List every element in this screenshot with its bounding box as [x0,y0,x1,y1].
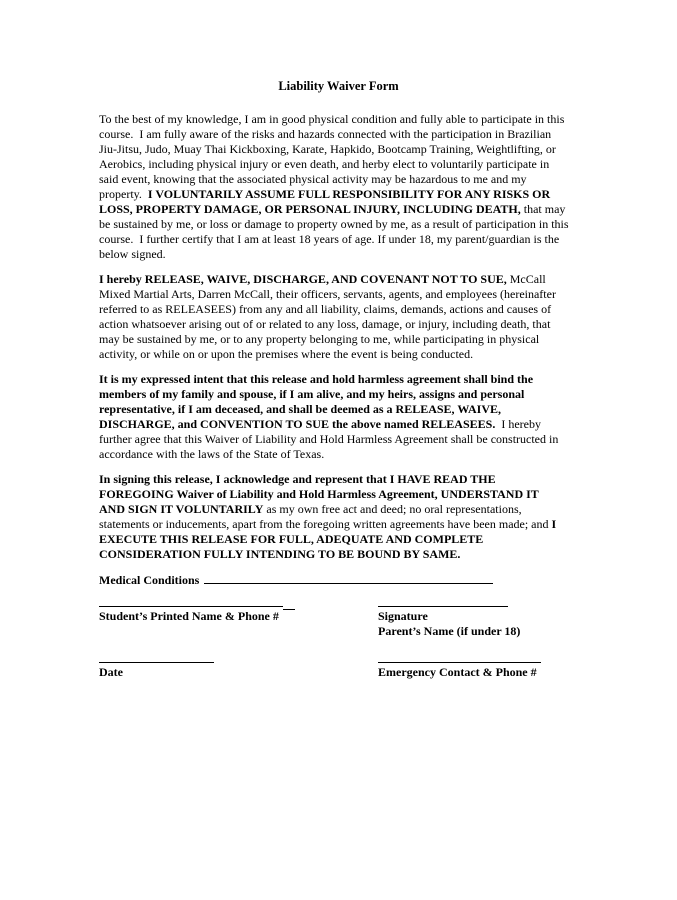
waiver-paragraphs [99,112,588,562]
bold-text-segment: CONSIDERATION FULLY INTENDING TO BE BOUND BY SAME. [99,547,461,561]
text-segment: further agree that this Waiver of Liability and Hold Harmless Agreement shall be constructed in [99,432,559,446]
text-line [99,517,588,532]
bold-text-segment: members of my family and spouse, if I am alive, and my heirs, assigns and personal [99,387,525,401]
text-line [99,472,588,487]
student-name-field [99,604,378,639]
text-segment: I hereby [495,417,541,431]
bold-text-segment: FOREGOING Waiver of Liability and Hold Harmless Agreement, UNDERSTAND IT [99,487,539,501]
text-line [99,112,588,127]
bold-text-segment: In signing this release, I acknowledge and represent that I HAVE READ THE [99,472,496,486]
signature-line-segment [378,604,508,607]
text-segment: property. [99,187,148,201]
text-line [99,247,588,262]
text-line [99,332,588,347]
emergency-contact-label: Emergency Contact & Phone # [378,665,537,679]
text-segment: as my own free act and deed; no oral representations, [263,502,522,516]
waiver-paragraph-physical-condition [99,112,588,262]
text-segment: be sustained by me, or loss or damage to property owned by me, as a result of participation in this [99,217,569,231]
text-segment: action whatsoever arising out of or related to any loss, damage, or injury, including death, that [99,317,551,331]
bold-text-segment: I VOLUNTARILY ASSUME FULL RESPONSIBILITY FOR ANY RISKS OR [147,187,551,201]
document-title: Liability Waiver Form [278,79,399,93]
signature-label: Signature [378,609,428,623]
text-line [99,432,588,447]
text-segment: below signed. [99,247,166,261]
text-line [99,402,588,417]
text-segment: McCall [506,272,546,286]
emergency-contact-line-segment [378,660,541,663]
text-segment: Jiu-Jitsu, Judo, Muay Thai Kickboxing, Karate, Hapkido, Bootcamp Training, Weightlifting, or [99,142,556,156]
text-line [99,502,588,517]
signature-blank-line[interactable] [378,604,588,606]
document-body [99,112,588,680]
signature-field [378,604,588,639]
waiver-paragraph-acknowledgement [99,472,588,562]
date-line-segment [99,660,214,663]
text-line [99,232,588,247]
bold-text-segment: DISCHARGE, and CONVENTION TO SUE the above named RELEASEES. [99,417,496,431]
text-line [99,202,588,217]
text-segment: referred to as RELEASEES) from any and all liability, claims, demands, actions and causes of [99,302,552,316]
parent-name-label: Parent’s Name (if under 18) [378,624,521,638]
text-line [99,532,588,547]
bold-text-segment: I hereby RELEASE, WAIVE, DISCHARGE, AND COVENANT NOT TO SUE, [99,272,507,286]
emergency-contact-field [378,660,588,680]
text-segment: To the best of my knowledge, I am in good physical condition and fully able to participate in this [99,112,565,126]
bold-text-segment: representative, if I am deceased, and shall be deemed as a RELEASE, WAIVE, [99,402,502,416]
medical-conditions-row [99,572,588,587]
text-segment: Aerobics, including physical injury or even death, and herby elect to voluntarily participate in [99,157,550,171]
text-line [99,217,588,232]
bold-text-segment: LOSS, PROPERTY DAMAGE, OR PERSONAL INJURY, INCLUDING DEATH, [99,202,521,216]
text-line [99,387,588,402]
emergency-contact-blank-line[interactable] [378,660,588,662]
text-segment: said event, knowing that the associated physical activity may be hazardous to me and my [99,172,527,186]
text-segment: course. I further certify that I am at least 18 years of age. If under 18, my parent/guardian is the [99,232,560,246]
signature-row-2 [99,660,588,680]
text-line [99,417,588,432]
text-segment: accordance with the laws of the State of Texas. [99,447,325,461]
text-line [99,317,588,332]
text-line [99,372,588,387]
text-segment: Mixed Martial Arts, Darren McCall, their officers, servants, agents, and employees (hereinafter [99,287,556,301]
waiver-paragraph-release-covenant [99,272,588,362]
date-label: Date [99,665,123,679]
text-line [99,347,588,362]
text-line [99,287,588,302]
bold-text-segment: It is my expressed intent that this release and hold harmless agreement shall bind the [99,372,534,386]
text-line [99,127,588,142]
text-line [99,447,588,462]
text-line [99,302,588,317]
medical-conditions-blank-line[interactable] [204,572,493,584]
text-line [99,157,588,172]
text-line [99,172,588,187]
text-line [99,487,588,502]
text-segment: activity, or while on or upon the premises where the event is being conducted. [99,347,474,361]
text-line [99,272,588,287]
text-segment: that may [520,202,566,216]
text-segment: course. I am fully aware of the risks and hazards connected with the participation in Brazilian [99,127,552,141]
date-field [99,660,378,680]
text-line [99,187,588,202]
bold-text-segment: EXECUTE THIS RELEASE FOR FULL, ADEQUATE AND COMPLETE [99,532,484,546]
text-segment: may be sustained by me, or to any property belonging to me, while participating in physical [99,332,540,346]
bold-text-segment: AND SIGN IT VOLUNTARILY [99,502,264,516]
student-name-line-segment [99,604,283,607]
bold-text-segment: I [551,517,557,531]
waiver-paragraph-binding-intent [99,372,588,462]
student-name-label: Student’s Printed Name & Phone # [99,609,279,623]
text-line [99,547,588,562]
medical-conditions-label: Medical Conditions [99,573,200,587]
date-blank-line[interactable] [99,660,378,662]
text-line [99,142,588,157]
text-segment: statements or inducements, apart from the foregoing written agreements have been made; and [99,517,552,531]
student-name-blank-line[interactable] [99,604,378,606]
signature-row-1 [99,604,588,639]
signature-block [99,604,588,680]
student-name-line-tail [283,604,295,610]
